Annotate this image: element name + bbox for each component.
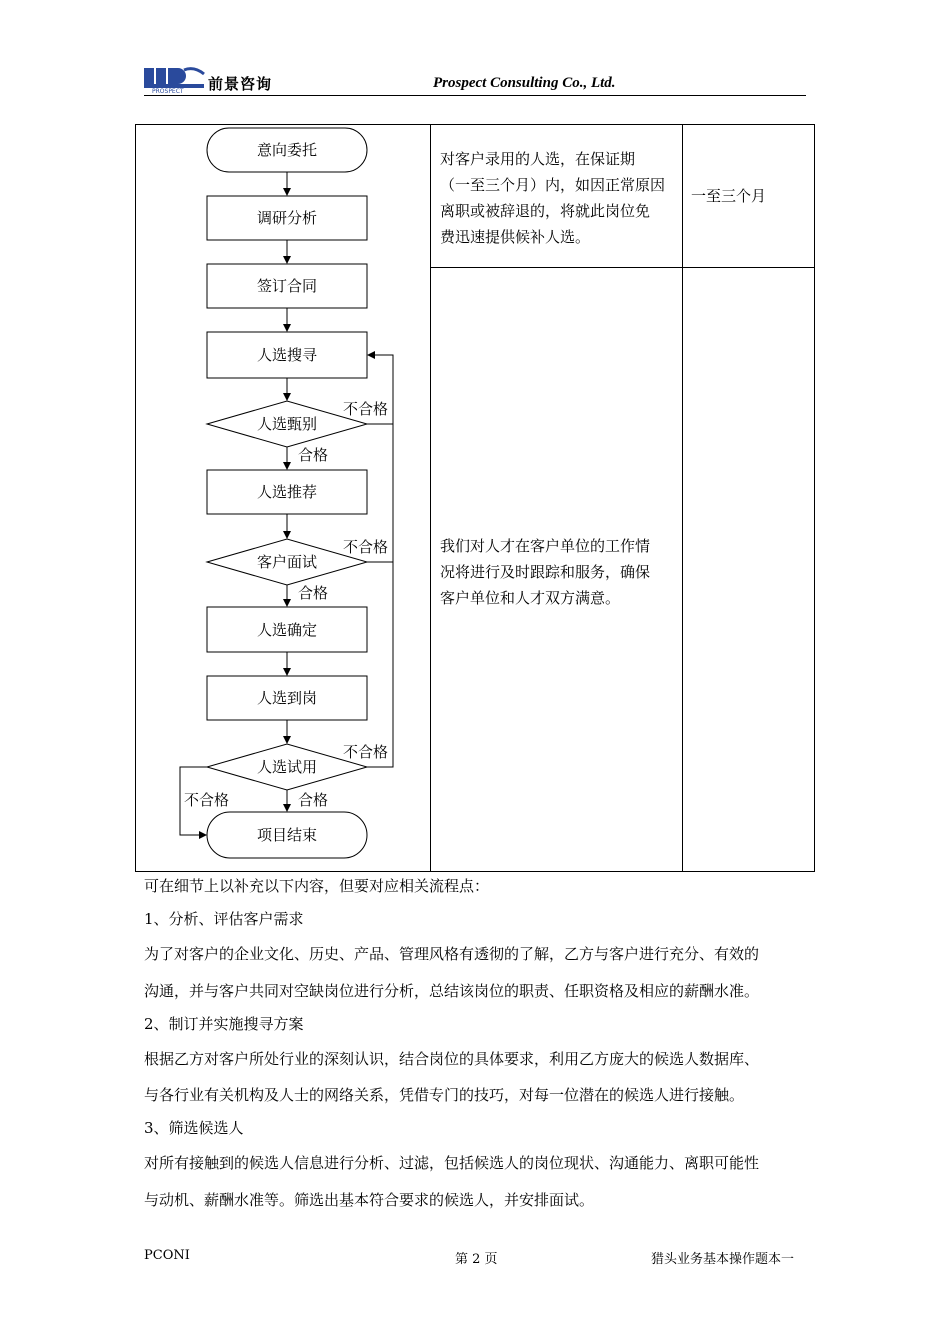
table-row-divider: [430, 267, 815, 268]
section-line: 根据乙方对客户所处行业的深刻认识，结合岗位的具体要求，利用乙方庞大的候选人数据库、: [144, 1050, 760, 1068]
section-line: 对所有接触到的候选人信息进行分析、过滤，包括候选人的岗位现状、沟通能力、离职可能性: [144, 1154, 760, 1172]
header-company-cn: 前景咨询: [208, 75, 273, 93]
section-line: 与各行业有关机构及人士的网络关系，凭借专门的技巧，对每一位潜在的候选人进行接触。: [144, 1086, 745, 1104]
row1-desc-line: 费迅速提供候补人选。: [440, 228, 591, 246]
row2-description: [440, 533, 650, 611]
section-line: 沟通，并与客户共同对空缺岗位进行分析，总结该岗位的职责、任职资格及相应的薪酬水准。: [144, 982, 760, 1000]
recruitment-flowchart: [136, 125, 430, 871]
node-onboard-label: 人选到岗: [256, 689, 318, 707]
section-heading: 3、筛选候选人: [144, 1119, 244, 1137]
row1-desc-line: 离职或被辞退的，将就此岗位免: [440, 202, 651, 220]
row2-desc-line: 况将进行及时跟踪和服务，确保: [440, 563, 651, 581]
footer-right: 猎头业务基本操作题本一: [651, 1252, 795, 1267]
row1-desc-line: 对客户录用的人选，在保证期: [440, 150, 636, 168]
row2-desc-line: 我们对人才在客户单位的工作情: [440, 537, 651, 555]
row2-desc-line: 客户单位和人才双方满意。: [440, 589, 621, 607]
header-divider: [144, 95, 806, 96]
node-start-label: 意向委托: [256, 141, 318, 159]
section-line: 为了对客户的企业文化、历史、产品、管理风格有透彻的了解，乙方与客户进行充分、有效的: [144, 945, 760, 963]
edge-label-pass: 合格: [298, 446, 329, 464]
logo-mark-icon: [144, 66, 206, 94]
svg-text:PROSPECT: PROSPECT: [152, 88, 184, 94]
node-screen-label: 人选甄别: [256, 415, 318, 433]
section-line: 与动机、薪酬水准等。筛选出基本符合要求的候选人，并安排面试。: [144, 1191, 595, 1209]
row1-period: 一至三个月: [691, 187, 767, 205]
table-col-divider-2: [682, 124, 683, 872]
node-interview-label: 客户面试: [256, 553, 318, 571]
edge-label-fail: 不合格: [343, 400, 389, 418]
footer-left: PCONI: [144, 1248, 190, 1263]
row1-description: [440, 146, 665, 250]
node-recommend-label: 人选推荐: [256, 483, 318, 501]
company-logo: [144, 66, 206, 94]
footer-page-number: 第 2 页: [455, 1252, 498, 1267]
edge-label-fail: 不合格: [343, 538, 389, 556]
node-end-label: 项目结束: [256, 826, 318, 844]
edge-label-fail: 不合格: [184, 791, 230, 809]
node-research-label: 调研分析: [256, 209, 318, 227]
section-heading: 2、制订并实施搜寻方案: [144, 1015, 304, 1033]
node-trial-label: 人选试用: [256, 758, 318, 776]
node-search-label: 人选搜寻: [256, 346, 318, 364]
table-col-divider-1: [430, 124, 431, 872]
edge-label-fail: 不合格: [343, 743, 389, 761]
section-heading: 1、分析、评估客户需求: [144, 910, 304, 928]
edge-label-pass: 合格: [298, 791, 329, 809]
node-confirm-label: 人选确定: [256, 621, 318, 639]
header-company-en: Prospect Consulting Co., Ltd.: [433, 75, 616, 91]
node-contract-label: 签订合同: [256, 277, 318, 295]
edge-label-pass: 合格: [298, 584, 329, 602]
intro-text: 可在细节上以补充以下内容，但要对应相关流程点：: [144, 877, 490, 895]
row1-desc-line: （一至三个月）内，如因正常原因: [440, 176, 666, 194]
